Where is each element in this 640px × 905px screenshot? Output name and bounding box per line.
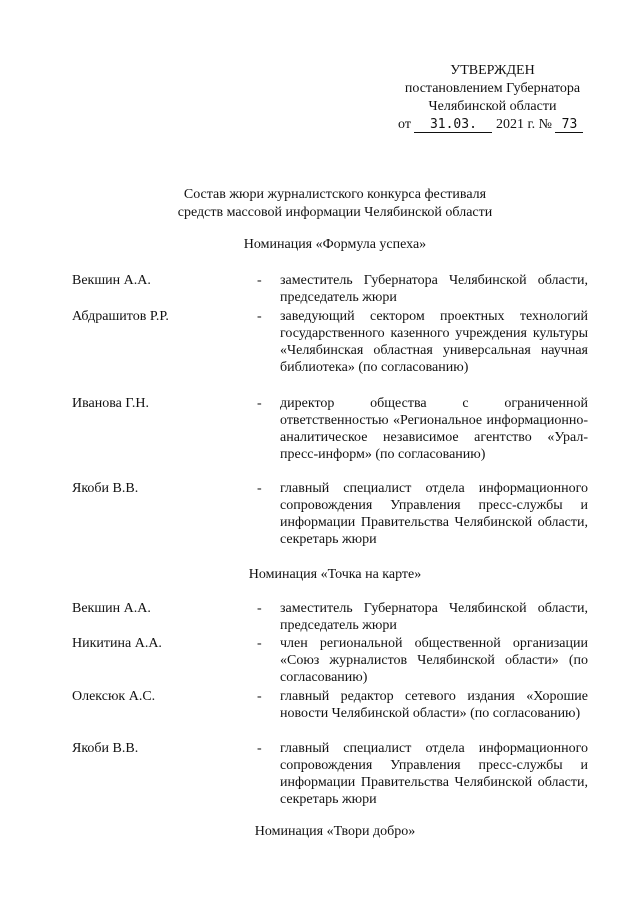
- approval-line-2: Челябинской области: [428, 99, 557, 114]
- member-role: главный редактор сетевого издания «Хорошие новости Челябинской области» (по согласованию): [280, 689, 588, 721]
- member-role: главный специалист отдела информационного сопровождения Управления пресс-службы и информации Правительства Челябинской области, секретарь жюри: [280, 481, 588, 547]
- member-name: Никитина А.А.: [72, 636, 162, 651]
- member-role: заведующий сектором проектных технологий государственного казенного учреждения культуры «Челябинская областная универсальная научная библиотека» (по согласованию): [280, 309, 588, 375]
- member-dash: -: [257, 309, 262, 324]
- section-heading: Номинация «Точка на карте»: [248, 567, 422, 582]
- member-dash: -: [257, 396, 262, 411]
- member-name: Иванова Г.Н.: [72, 396, 150, 411]
- member-role: заместитель Губернатора Челябинской области, председатель жюри: [280, 601, 588, 633]
- decree-number: 73: [555, 118, 583, 133]
- member-dash: -: [257, 273, 262, 288]
- member-dash: -: [257, 601, 262, 616]
- member-name: Олексюк А.С.: [72, 689, 156, 704]
- member-role: главный специалист отдела информационного сопровождения Управления пресс-службы и информации Правительства Челябинской области, секретарь жюри: [280, 741, 588, 807]
- member-role: директор общества с ограниченной ответственностью «Региональное информационно-аналитическое независимое агентство «Урал-пресс-информ» (по согласованию): [280, 396, 588, 462]
- member-name: Абдрашитов Р.Р.: [72, 309, 169, 324]
- member-role: член региональной общественной организации «Союз журналистов Челябинской области» (по согласованию): [280, 636, 588, 685]
- member-dash: -: [257, 689, 262, 704]
- member-name: Якоби В.В.: [72, 481, 139, 496]
- title-line-2: средств массовой информации Челябинской области: [177, 205, 493, 220]
- date-prefix: от: [398, 117, 411, 132]
- member-name: Векшин А.А.: [72, 601, 151, 616]
- member-name: Векшин А.А.: [72, 273, 151, 288]
- approval-line-1: постановлением Губернатора: [404, 81, 581, 96]
- member-role: заместитель Губернатора Челябинской области, председатель жюри: [280, 273, 588, 305]
- member-dash: -: [257, 481, 262, 496]
- section-heading: Номинация «Формула успеха»: [243, 237, 427, 252]
- section-heading: Номинация «Твори добро»: [254, 824, 416, 839]
- member-name: Якоби В.В.: [72, 741, 139, 756]
- approval-date-line: [380, 116, 605, 134]
- title-line-1: Состав жюри журналистского конкурса фестиваля: [183, 187, 487, 202]
- date-value: 31.03.: [414, 118, 492, 133]
- approval-block: [380, 62, 605, 134]
- member-dash: -: [257, 741, 262, 756]
- year-text: 2021 г. №: [495, 117, 552, 132]
- document-title: [100, 186, 570, 222]
- member-dash: -: [257, 636, 262, 651]
- approval-heading: УТВЕРЖДЕН: [450, 63, 535, 78]
